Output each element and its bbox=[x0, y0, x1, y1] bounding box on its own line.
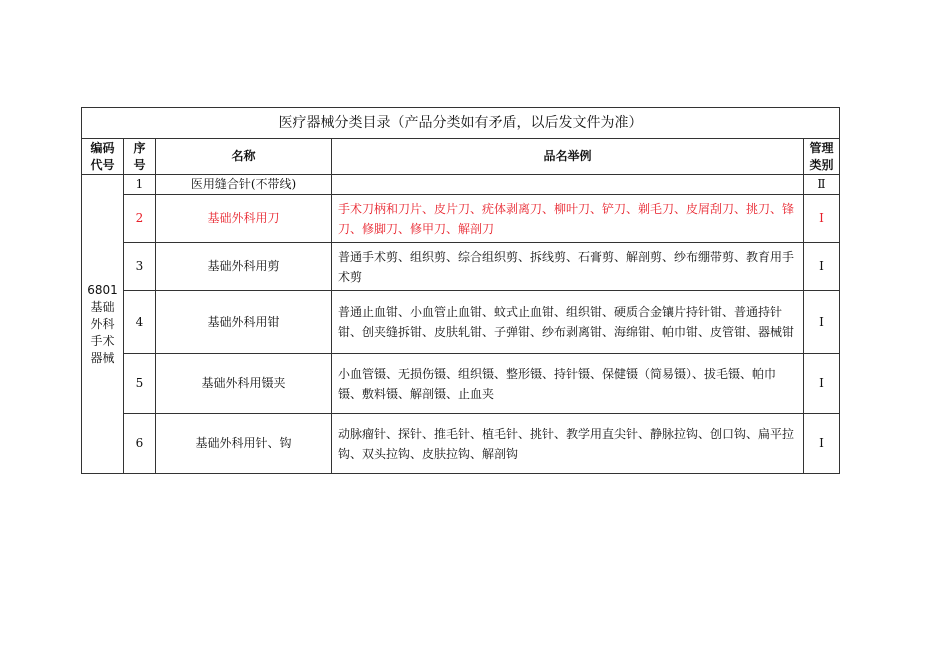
classification-table bbox=[81, 107, 840, 474]
name-cell: 基础外科用针、钩 bbox=[156, 414, 332, 474]
examples-cell: 普通止血钳、小血管止血钳、蚊式止血钳、组织钳、硬质合金镶片持针钳、普通持针钳、创夹缝拆钳、皮肤轧钳、子弹钳、纱布剥离钳、海绵钳、帕巾钳、皮管钳、器械钳 bbox=[332, 291, 804, 354]
name-cell: 基础外科用镊夹 bbox=[156, 354, 332, 414]
seq-cell: 1 bbox=[124, 175, 156, 195]
seq-cell: 6 bbox=[124, 414, 156, 474]
group-code-cell: 6801 基础 外科 手术 器械 bbox=[82, 175, 124, 474]
table-row bbox=[82, 291, 840, 354]
name-cell: 基础外科用钳 bbox=[156, 291, 332, 354]
examples-cell bbox=[332, 175, 804, 195]
seq-cell: 4 bbox=[124, 291, 156, 354]
name-cell: 基础外科用剪 bbox=[156, 243, 332, 291]
examples-cell: 动脉瘤针、探针、推毛针、植毛针、挑针、教学用直尖针、静脉拉钩、创口钩、扁平拉钩、双头拉钩、皮肤拉钩、解剖钩 bbox=[332, 414, 804, 474]
examples-cell: 普通手术剪、组织剪、综合组织剪、拆线剪、石膏剪、解剖剪、纱布绷带剪、教育用手术剪 bbox=[332, 243, 804, 291]
table-row bbox=[82, 175, 840, 195]
name-cell: 基础外科用刀 bbox=[156, 195, 332, 243]
seq-cell: 3 bbox=[124, 243, 156, 291]
class-cell: Ⅰ bbox=[804, 414, 840, 474]
header-row bbox=[82, 139, 840, 175]
seq-cell: 2 bbox=[124, 195, 156, 243]
table-row-highlighted bbox=[82, 195, 840, 243]
class-cell: Ⅰ bbox=[804, 195, 840, 243]
header-seq: 序 号 bbox=[124, 139, 156, 175]
header-code: 编码 代号 bbox=[82, 139, 124, 175]
table-row bbox=[82, 354, 840, 414]
table-row bbox=[82, 414, 840, 474]
examples-cell: 手术刀柄和刀片、皮片刀、疣体剥离刀、柳叶刀、铲刀、剃毛刀、皮屑刮刀、挑刀、锋刀、修脚刀、修甲刀、解剖刀 bbox=[332, 195, 804, 243]
examples-cell: 小血管镊、无损伤镊、组织镊、整形镊、持针镊、保健镊（简易镊）、拔毛镊、帕巾镊、敷料镊、解剖镊、止血夹 bbox=[332, 354, 804, 414]
class-cell: Ⅰ bbox=[804, 291, 840, 354]
header-examples: 品名举例 bbox=[332, 139, 804, 175]
table-title: 医疗器械分类目录（产品分类如有矛盾，以后发文件为准） bbox=[82, 108, 840, 139]
table-row bbox=[82, 243, 840, 291]
class-cell: Ⅱ bbox=[804, 175, 840, 195]
class-cell: Ⅰ bbox=[804, 354, 840, 414]
seq-cell: 5 bbox=[124, 354, 156, 414]
name-cell: 医用缝合针(不带线) bbox=[156, 175, 332, 195]
header-name: 名称 bbox=[156, 139, 332, 175]
class-cell: Ⅰ bbox=[804, 243, 840, 291]
header-class: 管理 类别 bbox=[804, 139, 840, 175]
